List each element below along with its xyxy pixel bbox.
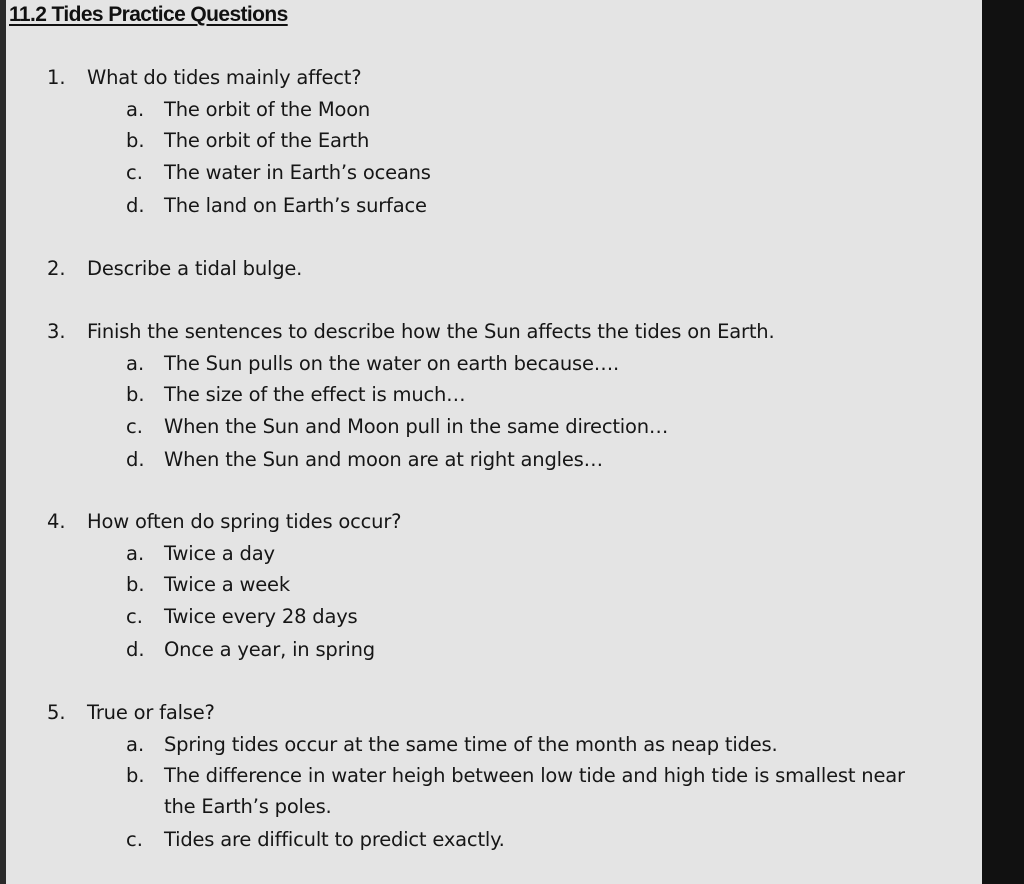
page-title: 11.2 Tides Practice Questions: [9, 3, 288, 26]
option-letter: d.: [126, 638, 145, 661]
question-number: 3.: [47, 320, 66, 343]
option-letter: d.: [126, 448, 145, 471]
option-letter: b.: [126, 129, 145, 152]
option-letter: d.: [126, 194, 145, 217]
option-text: Twice every 28 days: [164, 605, 358, 628]
question-number: 4.: [47, 510, 66, 533]
option-letter: c.: [126, 828, 143, 851]
question-text: Finish the sentences to describe how the Sun affects the tides on Earth.: [87, 320, 775, 343]
option-text: The size of the effect is much…: [164, 383, 466, 406]
option-letter: a.: [126, 733, 145, 756]
question-text: True or false?: [87, 701, 215, 724]
page-left-edge: [0, 0, 6, 884]
option-letter: b.: [126, 573, 145, 596]
question-number: 1.: [47, 66, 66, 89]
question-text: How often do spring tides occur?: [87, 510, 402, 533]
question-number: 2.: [47, 257, 66, 280]
option-letter: c.: [126, 161, 143, 184]
option-letter: a.: [126, 98, 145, 121]
option-text: Twice a week: [164, 573, 290, 596]
question-number: 5.: [47, 701, 66, 724]
option-letter: c.: [126, 415, 143, 438]
option-text: When the Sun and moon are at right angles…: [164, 448, 603, 471]
option-text: Once a year, in spring: [164, 638, 375, 661]
option-text: The Sun pulls on the water on earth because….: [164, 352, 620, 375]
option-text: The water in Earth’s oceans: [164, 161, 431, 184]
option-text: Tides are difficult to predict exactly.: [164, 828, 505, 851]
option-text: When the Sun and Moon pull in the same direction…: [164, 415, 669, 438]
option-letter: b.: [126, 383, 145, 406]
question-text: What do tides mainly affect?: [87, 66, 362, 89]
option-text: The land on Earth’s surface: [164, 194, 427, 217]
option-text: Spring tides occur at the same time of the month as neap tides.: [164, 733, 778, 756]
option-text-continuation: the Earth’s poles.: [164, 795, 332, 818]
option-text: Twice a day: [164, 542, 275, 565]
option-letter: b.: [126, 764, 145, 787]
option-letter: c.: [126, 605, 143, 628]
option-text: The orbit of the Earth: [164, 129, 370, 152]
option-letter: a.: [126, 352, 145, 375]
option-text: The difference in water heigh between low tide and high tide is smallest near: [164, 764, 905, 787]
option-text: The orbit of the Moon: [164, 98, 371, 121]
option-letter: a.: [126, 542, 145, 565]
question-text: Describe a tidal bulge.: [87, 257, 303, 280]
